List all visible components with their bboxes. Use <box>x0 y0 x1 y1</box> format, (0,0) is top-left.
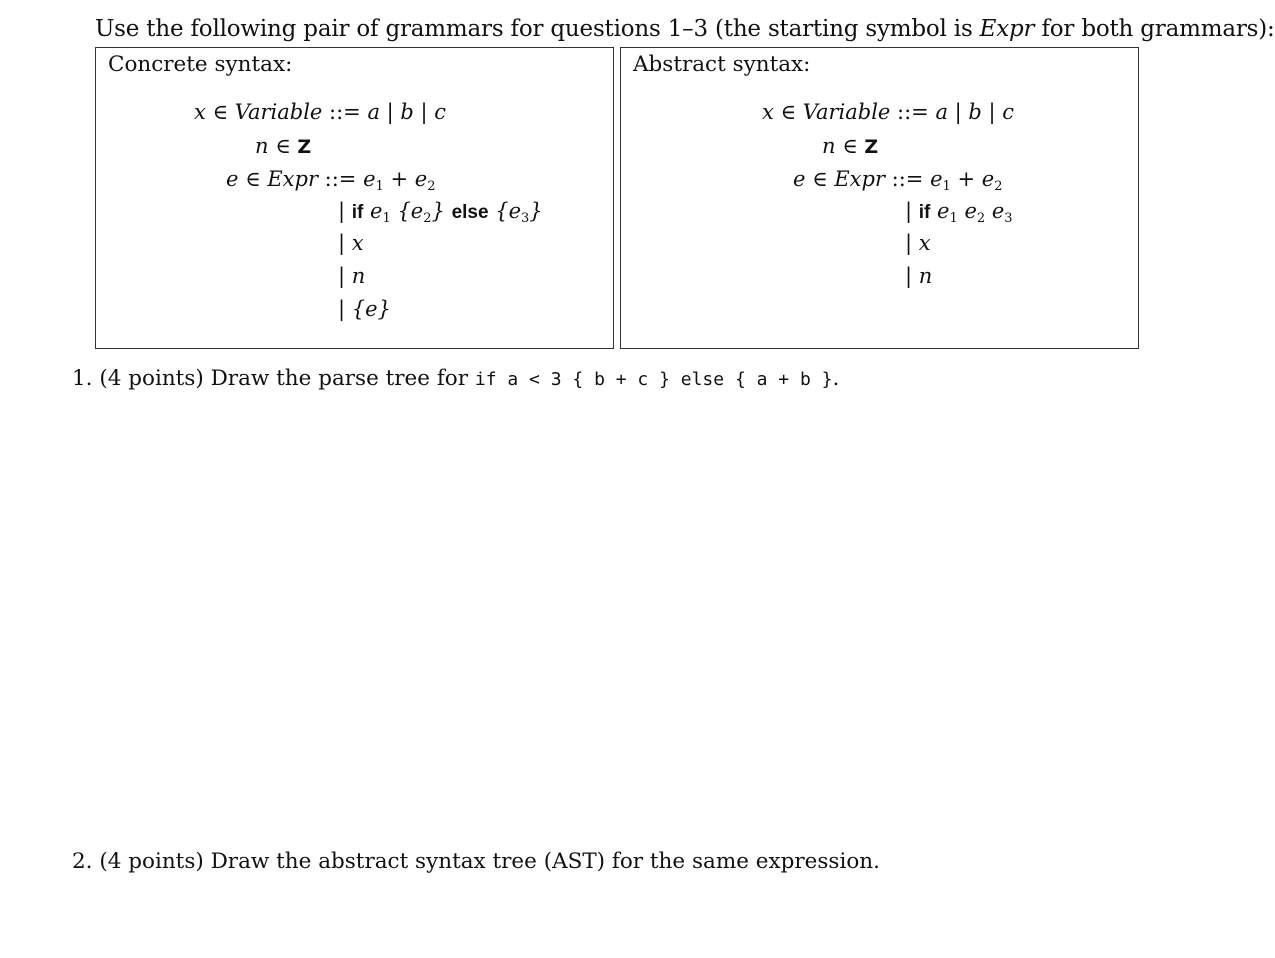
abstract-variable-rule: x ∈ Variable ::= a | b | c <box>762 100 1015 124</box>
abstract-expr-rule: e ∈ Expr ::= $e_1 + e_2$ <box>793 167 1003 194</box>
concrete-paren-alt: | {e} <box>338 297 391 321</box>
abstract-title: Abstract syntax: <box>633 52 811 77</box>
abstract-num-alt: | n <box>905 264 933 288</box>
question-1-text: 1. (4 points) Draw the parse tree for <box>72 366 475 391</box>
intro-line <box>95 16 1275 42</box>
question-2: 2. (4 points) Draw the abstract syntax tree (AST) for the same expression. <box>72 849 880 874</box>
concrete-if-alt: | if $e_1$ $\{e_2\}$ else $\{e_3\}$ <box>338 199 543 226</box>
abstract-if-alt: | if $e_1$ $e_2$ $e_3$ <box>905 199 1013 226</box>
intro-italic: Expr <box>979 16 1035 42</box>
abstract-syntax-box <box>620 47 1139 349</box>
concrete-expr-rule: e ∈ Expr ::= $e_1 + e_2$ <box>226 167 436 194</box>
concrete-title: Concrete syntax: <box>108 52 293 77</box>
abstract-integer-rule: n ∈ Z <box>822 134 879 158</box>
question-1-code: if a < 3 { b + c } else { a + b } <box>474 369 833 390</box>
concrete-syntax-box <box>95 47 614 349</box>
concrete-var-alt: | x <box>338 231 364 255</box>
question-1-end: . <box>832 366 840 391</box>
question-1 <box>72 366 839 391</box>
intro-suffix: for both grammars): <box>1034 16 1275 42</box>
intro-prefix: Use the following pair of grammars for questions 1–3 (the starting symbol is <box>95 16 980 42</box>
abstract-var-alt: | x <box>905 231 931 255</box>
concrete-integer-rule: n ∈ Z <box>255 134 312 158</box>
concrete-variable-rule: x ∈ Variable ::= a | b | c <box>194 100 447 124</box>
concrete-num-alt: | n <box>338 264 366 288</box>
